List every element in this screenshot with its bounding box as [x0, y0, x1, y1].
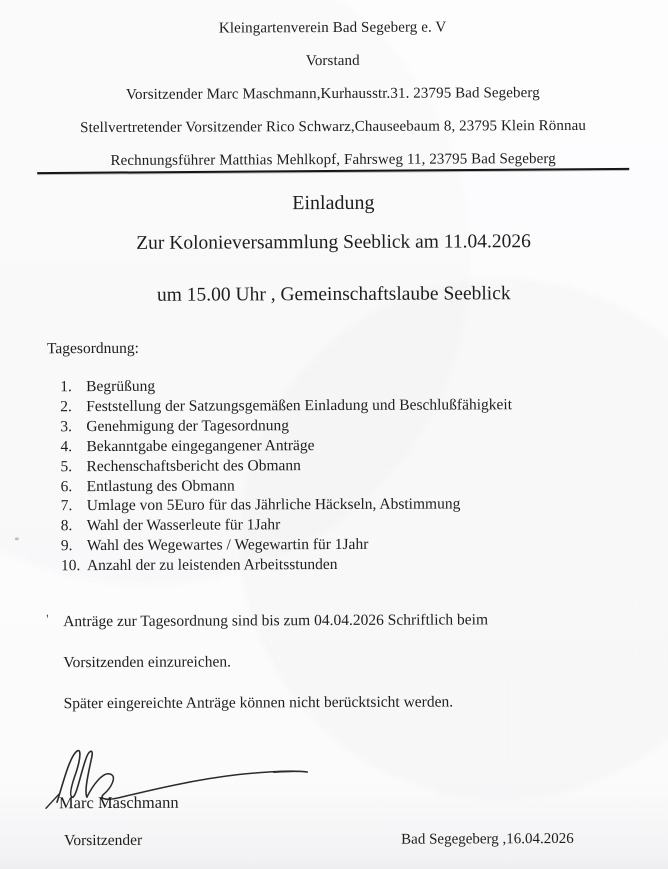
- agenda-item-number: 7.: [60, 497, 73, 515]
- scan-speck: [15, 537, 19, 540]
- agenda-item-text: Umlage von 5Euro für das Jährliche Häckseln, Abstimmung: [86, 495, 461, 515]
- agenda-item: [60, 455, 512, 477]
- agenda-item-number: 10.: [60, 557, 81, 575]
- agenda-item-text: Entlastung des Obmann: [86, 476, 235, 495]
- agenda-item-number: 6.: [60, 477, 73, 495]
- agenda-item: [60, 395, 512, 417]
- agenda-list: [60, 375, 513, 576]
- agenda-item-number: 9.: [60, 537, 73, 555]
- agenda-item-text: Anzahl der zu leistenden Arbeitsstunden: [86, 556, 338, 575]
- agenda-item: [61, 475, 513, 497]
- letterhead-chairman-line: Vorsitzender Marc Maschmann,Kurhausstr.31. 23795 Bad Segeberg: [125, 85, 540, 103]
- signatory-name: Marc Maschmann: [58, 792, 179, 813]
- time-location-line: um 15.00 Uhr , Gemeinschaftslaube Seeblick: [156, 283, 511, 306]
- agenda-item-number: 3.: [60, 417, 73, 436]
- agenda-item-text: Feststellung der Satzungsgemäßen Einladung und Beschlußfähigkeit: [86, 396, 513, 415]
- agenda-item-number: 2.: [60, 398, 72, 416]
- letterhead-board-label: Vorstand: [305, 52, 360, 70]
- agenda-item-number: 4.: [60, 437, 73, 455]
- meeting-line: Zur Kolonieversammlung Seeblick am 11.04.2026: [136, 231, 531, 254]
- agenda-item: [60, 415, 512, 437]
- agenda-item: [61, 495, 513, 517]
- place-and-date: Bad Segegeberg ,16.04.2026: [401, 830, 574, 848]
- note-late-submissions: Später eingereichte Anträge können nicht berücktsicht werden.: [63, 693, 454, 713]
- letterhead-treasurer-line: Rechnungsführer Matthias Mehlkopf, Fahrsweg 11, 23795 Bad Segeberg: [110, 151, 556, 169]
- agenda-item-text: Wahl des Wegewartes / Wegewartin für 1Jahr: [86, 536, 369, 555]
- agenda-item: [61, 534, 513, 556]
- agenda-item-text: Wahl der Wasserleute für 1Jahr: [86, 516, 281, 535]
- agenda-item-number: 8.: [60, 517, 73, 535]
- agenda-item-text: Begrüßung: [86, 377, 156, 396]
- agenda-item: [61, 515, 513, 537]
- agenda-item-text: Bekanntgabe eingegangener Anträge: [86, 436, 315, 455]
- agenda-item: [60, 435, 512, 457]
- agenda-item-number: 5.: [60, 457, 73, 475]
- note-deadline-line2: Vorsitzenden einzureichen.: [63, 653, 231, 672]
- letterhead-vice-chairman-line: Stellvertretender Vorsitzender Rico Schwarz,Chauseebaum 8, 23795 Klein Rönnau: [80, 117, 586, 137]
- agenda-item-text: Rechenschaftsbericht des Obmann: [86, 456, 301, 475]
- signatory-role: Vorsitzender: [64, 831, 143, 850]
- scan-artifact-mark: ': [46, 611, 49, 627]
- letterhead: [0, 11, 667, 179]
- letterhead-club-name: Kleingartenverein Bad Segeberg e. V: [218, 19, 447, 37]
- invitation-title: Einladung: [292, 191, 375, 215]
- agenda-item: [60, 375, 512, 397]
- note-deadline-line1: Anträge zur Tagesordnung sind bis zum 04.04.2026 Schriftlich beim: [63, 611, 489, 631]
- agenda-item: [61, 554, 513, 576]
- agenda-heading: Tagesordnung:: [46, 339, 139, 358]
- agenda-item-text: Genehmigung der Tagesordnung: [86, 417, 290, 435]
- agenda-item-number: 1.: [60, 378, 72, 396]
